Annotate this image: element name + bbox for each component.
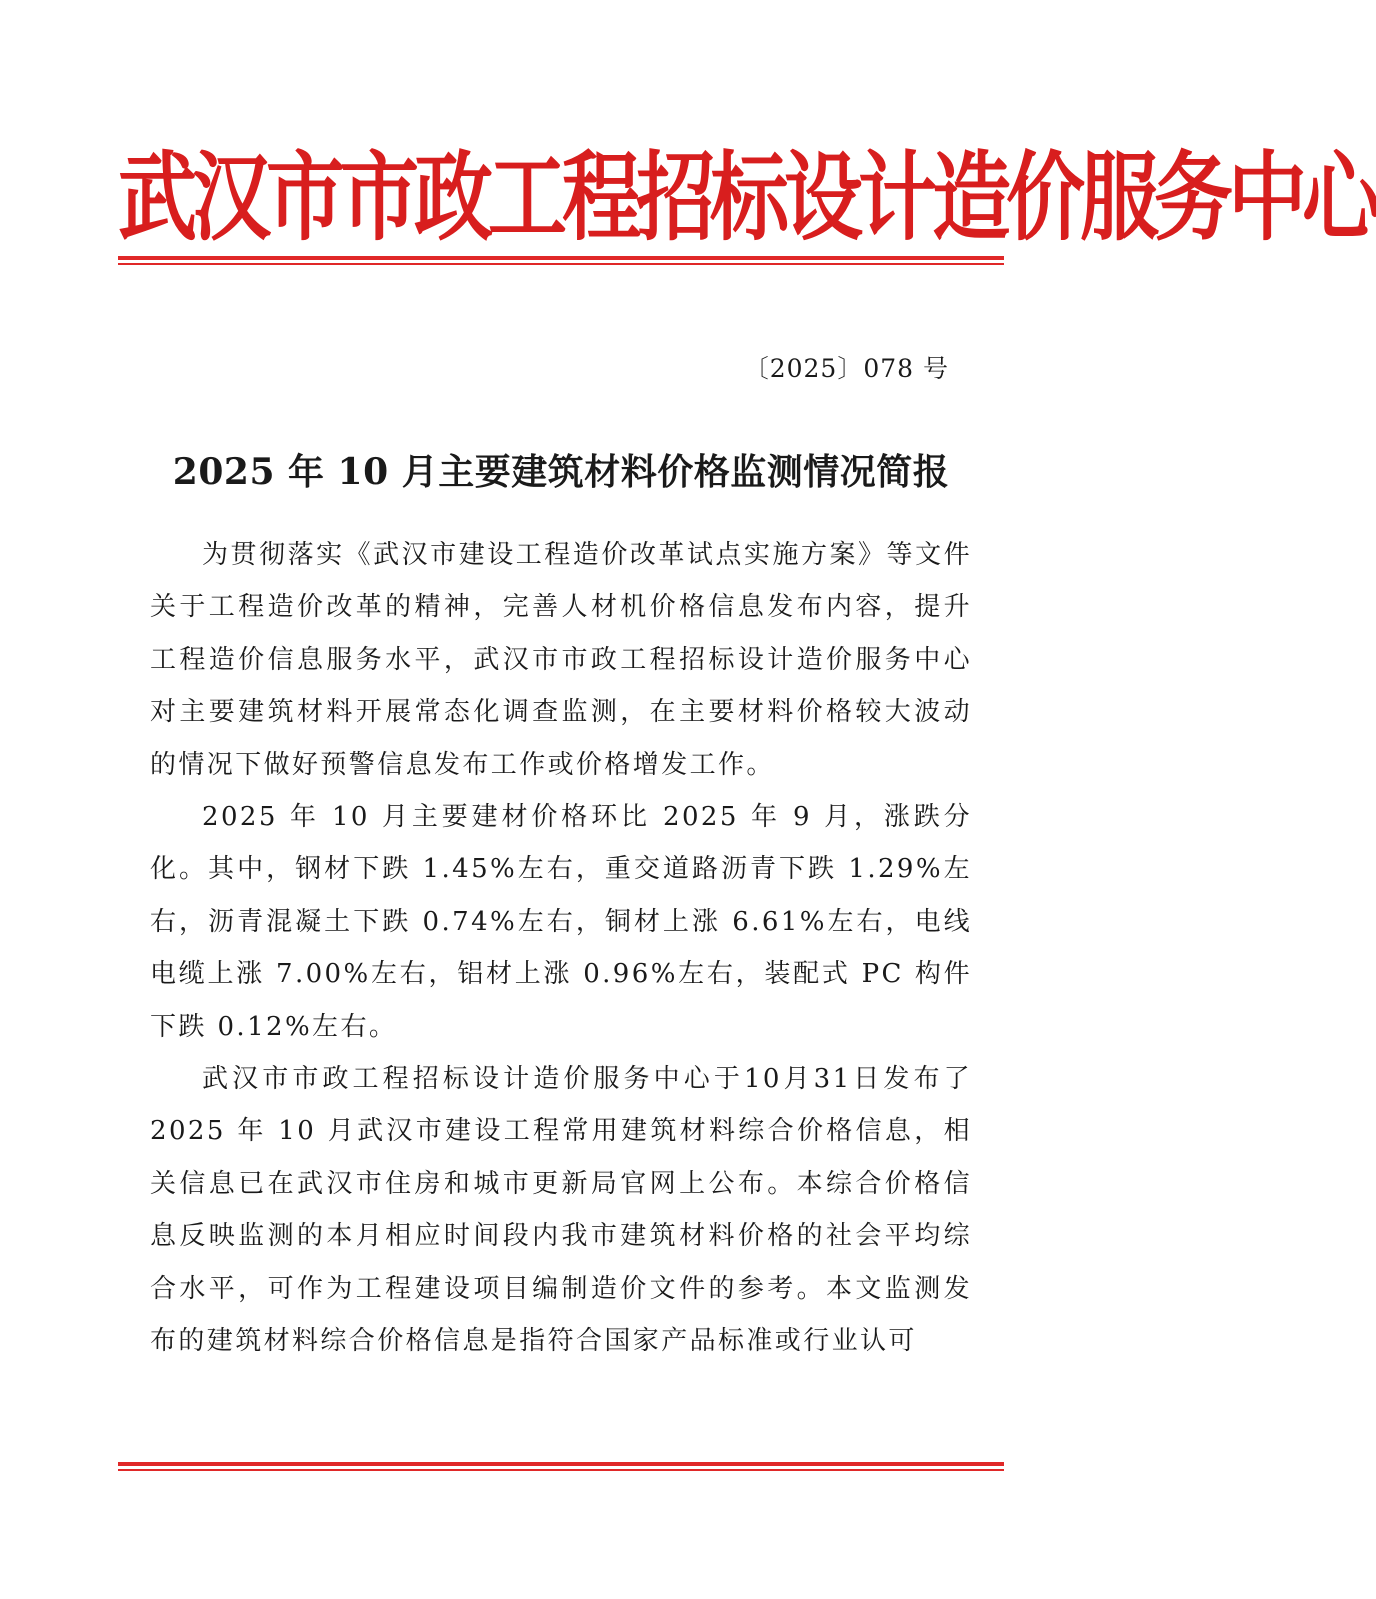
document-title: 2025 年 10 月主要建筑材料价格监测情况简报 (172, 451, 950, 493)
page-bottom-rule (118, 1462, 1004, 1471)
document-body (150, 529, 972, 1368)
letterhead-title: 武汉市市政工程招标设计造价服务中心 (118, 141, 1376, 255)
paragraph-publication: 武汉市市政工程招标设计造价服务中心于10月31日发布了2025 年 10 月武汉市建设工程常用建筑材料综合价格信息，相关信息已在武汉市住房和城市更新局官网上公布。本综合价格信息反映监测的本月相应时间段内我市建筑材料价格的社会平均综合水平，可作为工程建设项目编制造价文件的参考。本文监测发布的建筑材料综合价格信息是指符合国家产品标准或行业认可 (150, 1064, 972, 1357)
letterhead-top-rule (118, 256, 1004, 265)
document-number: 〔2025〕078 号 (743, 354, 949, 383)
paragraph-purpose: 为贯彻落实《武汉市建设工程造价改革试点实施方案》等文件关于工程造价改革的精神，完善人材机价格信息发布内容，提升工程造价信息服务水平，武汉市市政工程招标设计造价服务中心对主要建筑材料开展常态化调查监测，在主要材料价格较大波动的情况下做好预警信息发布工作或价格增发工作。 (150, 540, 972, 780)
paragraph-price-changes: 2025 年 10 月主要建材价格环比 2025 年 9 月，涨跌分化。其中，钢材下跌 1.45%左右，重交道路沥青下跌 1.29%左右，沥青混凝土下跌 0.74%左右，铜材上涨 6.61%左右，电线电缆上涨 7.00%左右，铝材上涨 0.96%左右，装配式 PC 构件下跌 0.12%左右。 (150, 802, 972, 1042)
